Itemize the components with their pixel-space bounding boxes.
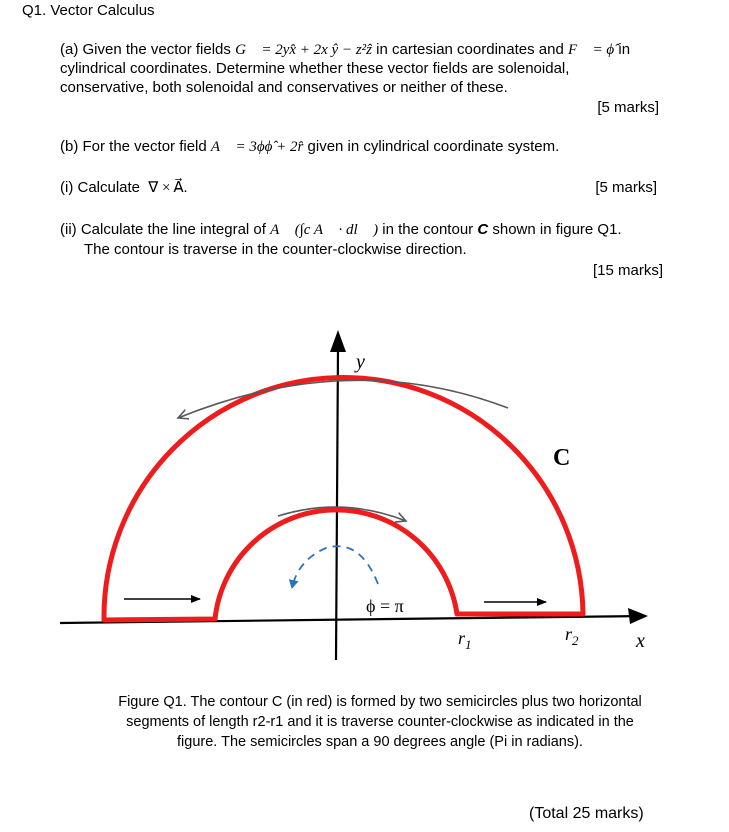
part-ii-line2: The contour is traverse in the counter-clockwise direction. bbox=[84, 241, 467, 258]
x-axis-label: x bbox=[636, 630, 645, 652]
part-i-prefix: (i) Calculate bbox=[60, 179, 141, 196]
r2-subscript: 2 bbox=[572, 633, 579, 648]
part-b-suffix: given in cylindrical coordinate system. bbox=[307, 138, 560, 155]
part-a-prefix: (a) Given the vector fields bbox=[60, 41, 231, 58]
line-integral-expression: A⃗ (∫c A⃗ · dl⃗ ) bbox=[270, 222, 379, 238]
part-a-mid: in cartesian coordinates and bbox=[376, 41, 564, 58]
x-axis-arrowhead bbox=[628, 608, 648, 624]
phi-equals-pi-label: ϕ = π bbox=[366, 596, 404, 616]
vector-a-definition: A⃗ = 3ϕϕ̂ + 2r̂ bbox=[210, 139, 304, 155]
part-a-suffix: in bbox=[618, 41, 631, 58]
caption-line-3: figure. The semicircles span a 90 degrees angle (Pi in radians). bbox=[177, 734, 583, 750]
part-ii-suffix: shown in figure Q1. bbox=[492, 221, 622, 238]
part-a-line2: cylindrical coordinates. Determine whether these vector fields are solenoidal, bbox=[60, 60, 570, 77]
contour-c-reference: C bbox=[477, 221, 489, 238]
r1-symbol: r bbox=[458, 628, 466, 648]
y-axis-label: y bbox=[356, 351, 365, 373]
part-ii-mid: in the contour bbox=[382, 221, 474, 238]
part-ii-prefix: (ii) Calculate the line integral of bbox=[60, 221, 266, 238]
caption-line-1: Figure Q1. The contour C (in red) is formed by two semicircles plus two horizontal bbox=[118, 694, 642, 710]
phi-angle-arrow bbox=[292, 546, 378, 588]
curl-expression: ∇ × A⃗. bbox=[148, 180, 188, 196]
contour-label: C bbox=[553, 445, 571, 471]
r2-label bbox=[565, 624, 579, 648]
contour-c bbox=[104, 377, 583, 620]
caption-line-2: segments of length r2-r1 and it is traverse counter-clockwise as indicated in the bbox=[126, 714, 634, 730]
r2-symbol: r bbox=[565, 624, 573, 644]
y-axis-arrowhead bbox=[330, 330, 346, 352]
part-a-line3: conservative, both solenoidal and conservatives or neither of these. bbox=[60, 79, 508, 96]
part-ii-marks: [15 marks] bbox=[592, 262, 663, 279]
total-marks: (Total 25 marks) bbox=[529, 805, 644, 822]
question-title: Q1. Vector Calculus bbox=[22, 2, 155, 19]
vector-f-definition: F⃗ = ϕ̂ bbox=[567, 42, 615, 58]
r1-label bbox=[458, 628, 472, 652]
outer-arc-direction-arrow bbox=[178, 380, 508, 418]
part-a-marks: [5 marks] bbox=[597, 99, 659, 116]
vector-g-definition: G⃗ = 2yx̂ + 2x ŷ − z²ẑ bbox=[235, 42, 372, 58]
y-axis bbox=[336, 348, 338, 660]
part-b-prefix: (b) For the vector field bbox=[60, 138, 207, 155]
r1-subscript: 1 bbox=[465, 637, 472, 652]
figure-caption bbox=[50, 692, 710, 752]
part-i-marks: [5 marks] bbox=[595, 179, 657, 196]
